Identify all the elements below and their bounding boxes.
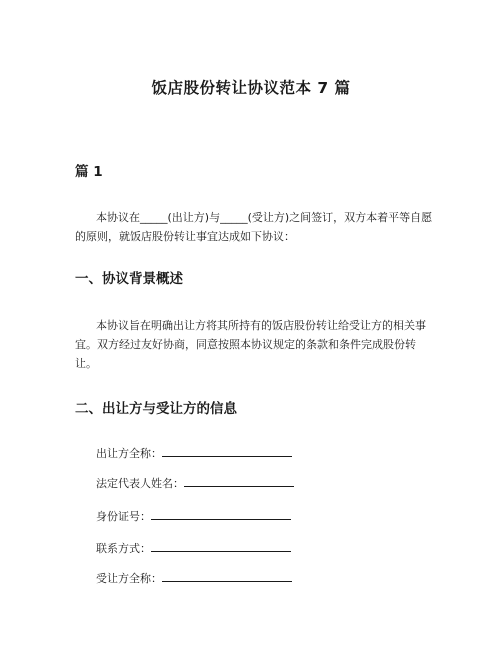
fill-blank [184, 476, 294, 487]
field-transferee-name [96, 570, 292, 586]
field-label: 联系方式： [96, 542, 151, 555]
document-title: 饭店股份转让协议范本 7 篇 [151, 79, 351, 97]
field-id-number [96, 508, 291, 524]
field-label: 受让方全称： [96, 572, 162, 585]
section-1-heading: 一、协议背景概述 [75, 271, 183, 287]
fill-blank [151, 509, 291, 520]
fill-blank [162, 446, 292, 457]
fill-blank [162, 571, 292, 582]
section-2-heading: 二、出让方与受让方的信息 [75, 401, 237, 417]
field-label: 出让方全称： [96, 447, 162, 460]
field-label: 法定代表人姓名： [96, 477, 184, 490]
field-contact [96, 540, 291, 556]
fill-blank [151, 541, 291, 552]
field-transferor-name [96, 445, 292, 461]
intro-paragraph: 本协议在_____(出让方)与_____(受让方)之间签订，双方本着平等自愿的原则，就饭店股份转让事宜达成如下协议： [75, 211, 433, 243]
part-heading: 篇 1 [75, 164, 103, 180]
field-legal-rep-name [96, 475, 294, 491]
section-1-body: 本协议旨在明确出让方将其所持有的饭店股份转让给受让方的相关事宜。双方经过友好协商，同意按照本协议规定的条款和条件完成股份转让。 [75, 319, 426, 370]
field-label: 身份证号： [96, 510, 151, 523]
